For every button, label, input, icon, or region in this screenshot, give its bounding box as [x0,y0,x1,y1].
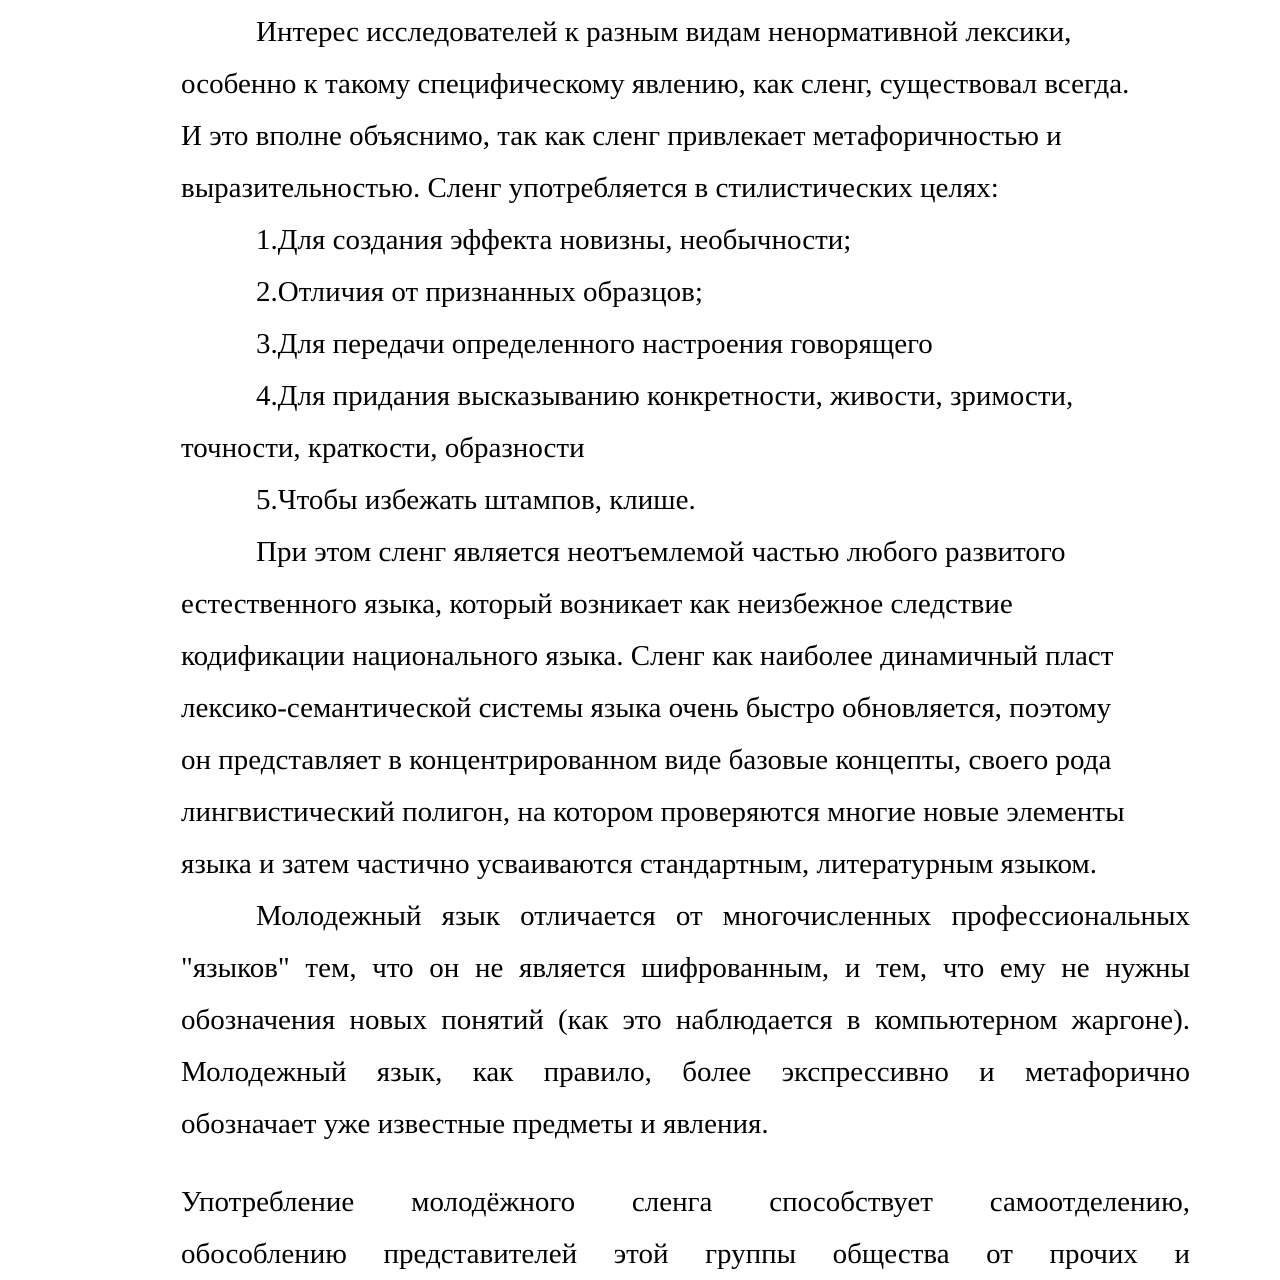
text-line: обозначает уже известные предметы и явления. [181,1108,769,1140]
text-line: точности, краткости, образности [181,432,585,464]
text-line: И это вполне объяснимо, так как сленг привлекает метафоричностью и [181,120,1062,152]
text-line: языка и затем частично усваиваются стандартным, литературным языком. [181,848,1098,880]
text-line: Молодежный язык, как правило, более экспрессивно и метафорично [181,1056,1190,1088]
text-line: особенно к такому специфическому явлению, как сленг, существовал всегда. [181,68,1130,100]
text-line: При этом сленг является неотъемлемой частью любого развитого [256,536,1066,568]
document-text [181,6,1190,1280]
text-line: 4.Для придания высказыванию конкретности, живости, зримости, [256,380,1074,412]
paragraph-intro [181,6,1190,214]
text-line: 3.Для передачи определенного настроения говорящего [256,328,933,360]
text-line: обособлению представителей этой группы общества от прочих и [181,1238,1190,1270]
text-line: Интерес исследователей к разным видам ненормативной лексики, [256,16,1072,48]
paragraph-youth-language [181,890,1190,1150]
text-line: естественного языка, который возникает как неизбежное следствие [181,588,1013,620]
paragraph-slang-usage [181,1176,1190,1280]
text-line: Молодежный язык отличается от многочисленных профессиональных [256,900,1190,932]
stylistic-purposes-list [181,214,1190,526]
text-line: Употребление молодёжного сленга способствует самоотделению, [181,1186,1190,1218]
text-line: 5.Чтобы избежать штампов, клише. [256,484,696,516]
text-line: лингвистический полигон, на котором проверяются многие новые элементы [181,796,1125,828]
text-line: выразительностью. Сленг употребляется в стилистических целях: [181,172,999,204]
text-line: лексико-семантической системы языка очень быстро обновляется, поэтому [181,692,1112,724]
text-line: "языков" тем, что он не является шифрованным, и тем, что ему не нужны [181,952,1190,984]
text-line: 1.Для создания эффекта новизны, необычности; [256,224,852,256]
text-line: 2.Отличия от признанных образцов; [256,276,703,308]
text-line: он представляет в концентрированном виде базовые концепты, своего рода [181,744,1112,776]
text-line: обозначения новых понятий (как это наблюдается в компьютерном жаргоне). [181,1004,1190,1036]
text-line: кодификации национального языка. Сленг как наиболее динамичный пласт [181,640,1114,672]
paragraph-slang-nature [181,526,1190,890]
